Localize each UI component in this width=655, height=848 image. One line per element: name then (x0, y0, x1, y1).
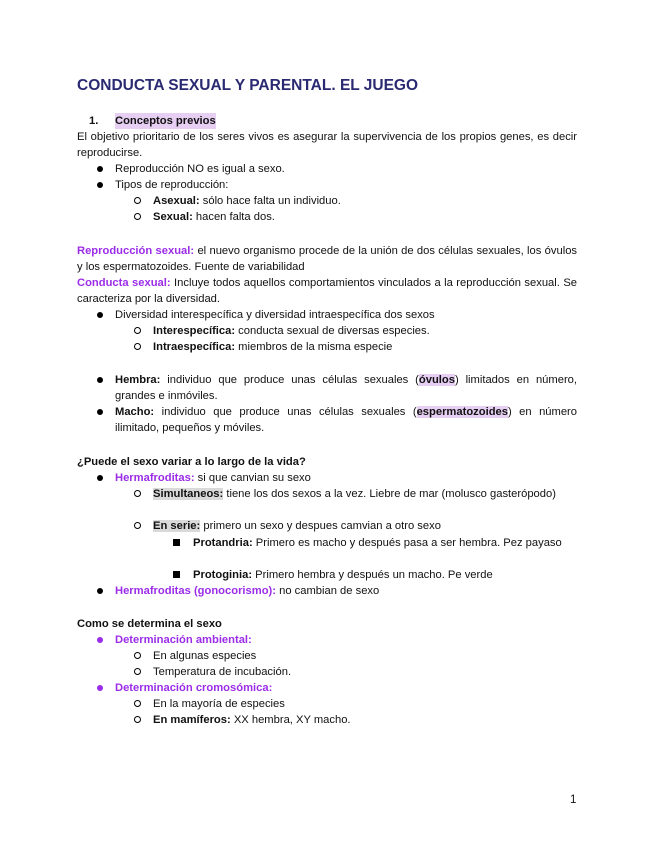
list-item-text: Temperatura de incubación. (153, 666, 292, 678)
term-label: En serie: (153, 520, 201, 532)
circle-bullet-icon (134, 197, 141, 204)
term-text: Incluye todos aquellos comportamientos vinculados a la reproducción sexual. Se caracteriza por la diversidad. (77, 277, 577, 305)
square-bullet-icon (173, 571, 180, 578)
conducta-paragraph (77, 275, 577, 307)
list-item-text: Tipos de reproducción: (115, 179, 229, 191)
circle-bullet-icon (134, 668, 141, 675)
term-text: miembros de la misma especie (235, 341, 393, 353)
term-label: En mamíferos: (153, 714, 231, 726)
term-label: Hermafroditas: (115, 472, 195, 484)
term-label: Hermafroditas (gonocorismo): (115, 585, 276, 597)
term-label: Intraespecífica: (153, 341, 236, 353)
circle-bullet-icon (134, 213, 141, 220)
bullet-icon (97, 685, 103, 691)
bullet-icon (97, 409, 103, 415)
circle-bullet-icon (134, 343, 141, 350)
square-bullet-icon (173, 539, 180, 546)
term-text: ) limitados en número, grandes e inmóviles. (115, 374, 577, 402)
term-text: no cambian de sexo (276, 585, 380, 597)
term-label: Hembra: (115, 374, 161, 386)
repro-paragraph (77, 243, 577, 275)
page-number: 1 (570, 794, 577, 806)
question-heading: ¿Puede el sexo variar a lo largo de la vida? (77, 456, 306, 468)
circle-bullet-icon (134, 652, 141, 659)
term-text: hacen falta dos. (192, 211, 275, 223)
bullet-icon (97, 312, 103, 318)
highlight-term: espermatozoides (416, 406, 508, 418)
intro-paragraph: El objetivo prioritario de los seres vivos es asegurar la supervivencia de los propios genes, es decir reproducirse. (77, 131, 577, 159)
term-label: Asexual: (153, 195, 200, 207)
circle-bullet-icon (134, 327, 141, 334)
term-text: primero un sexo y despues camvian a otro sexo (200, 520, 441, 532)
list-item-text: Diversidad interespecífica y diversidad intraespecífica dos sexos (115, 309, 435, 321)
term-label: Macho: (115, 406, 155, 418)
term-text: Primero es macho y después pasa a ser hembra. Pez payaso (252, 537, 562, 549)
bullet-icon (97, 182, 103, 188)
circle-bullet-icon (134, 522, 141, 529)
term-text: ) en número ilimitado, pequeños y móviles. (115, 406, 577, 434)
list-item-text: En algunas especies (153, 650, 257, 662)
term-label: Determinación ambiental: (115, 634, 252, 646)
highlight-term: óvulos (418, 374, 455, 386)
circle-bullet-icon (134, 700, 141, 707)
circle-bullet-icon (134, 490, 141, 497)
term-label: Sexual: (153, 211, 193, 223)
term-text: sólo hace falta un individuo. (199, 195, 341, 207)
term-text: Primero hembra y después un macho. Pe verde (252, 569, 493, 581)
term-label: Determinación cromosómica: (115, 682, 273, 694)
term-label: Reproducción sexual: (77, 245, 195, 257)
term-text: individuo que produce unas células sexuales ( (154, 406, 417, 418)
term-text: el nuevo organismo procede de la unión de dos células sexuales, los óvulos y los espermatozoides. Fuente de variabilidad (77, 245, 578, 273)
section-subheading: Como se determina el sexo (77, 618, 222, 630)
list-item-text: Reproducción NO es igual a sexo. (115, 163, 285, 175)
bullet-icon (97, 588, 103, 594)
term-label: Conducta sexual: (77, 277, 171, 289)
list-item-text: En la mayoría de especies (153, 698, 285, 710)
term-text: conducta sexual de diversas especies. (235, 325, 430, 337)
term-text: si que canvian su sexo (194, 472, 311, 484)
section-number: 1. (89, 115, 99, 127)
term-text: tiene los dos sexos a la vez. Liebre de mar (molusco gasterópodo) (223, 488, 556, 500)
bullet-icon (97, 166, 103, 172)
term-label: Protandria: (193, 537, 253, 549)
term-label: Protoginia: (193, 569, 253, 581)
page-title: CONDUCTA SEXUAL Y PARENTAL. EL JUEGO (77, 77, 419, 94)
section-title: Conceptos previos (115, 115, 216, 127)
bullet-icon (97, 637, 103, 643)
term-text: individuo que produce unas células sexuales ( (160, 374, 419, 386)
bullet-icon (97, 475, 103, 481)
term-label: Interespecífica: (153, 325, 236, 337)
bullet-icon (97, 377, 103, 383)
term-label: Simultaneos: (153, 488, 224, 500)
term-text: XX hembra, XY macho. (230, 714, 351, 726)
circle-bullet-icon (134, 716, 141, 723)
